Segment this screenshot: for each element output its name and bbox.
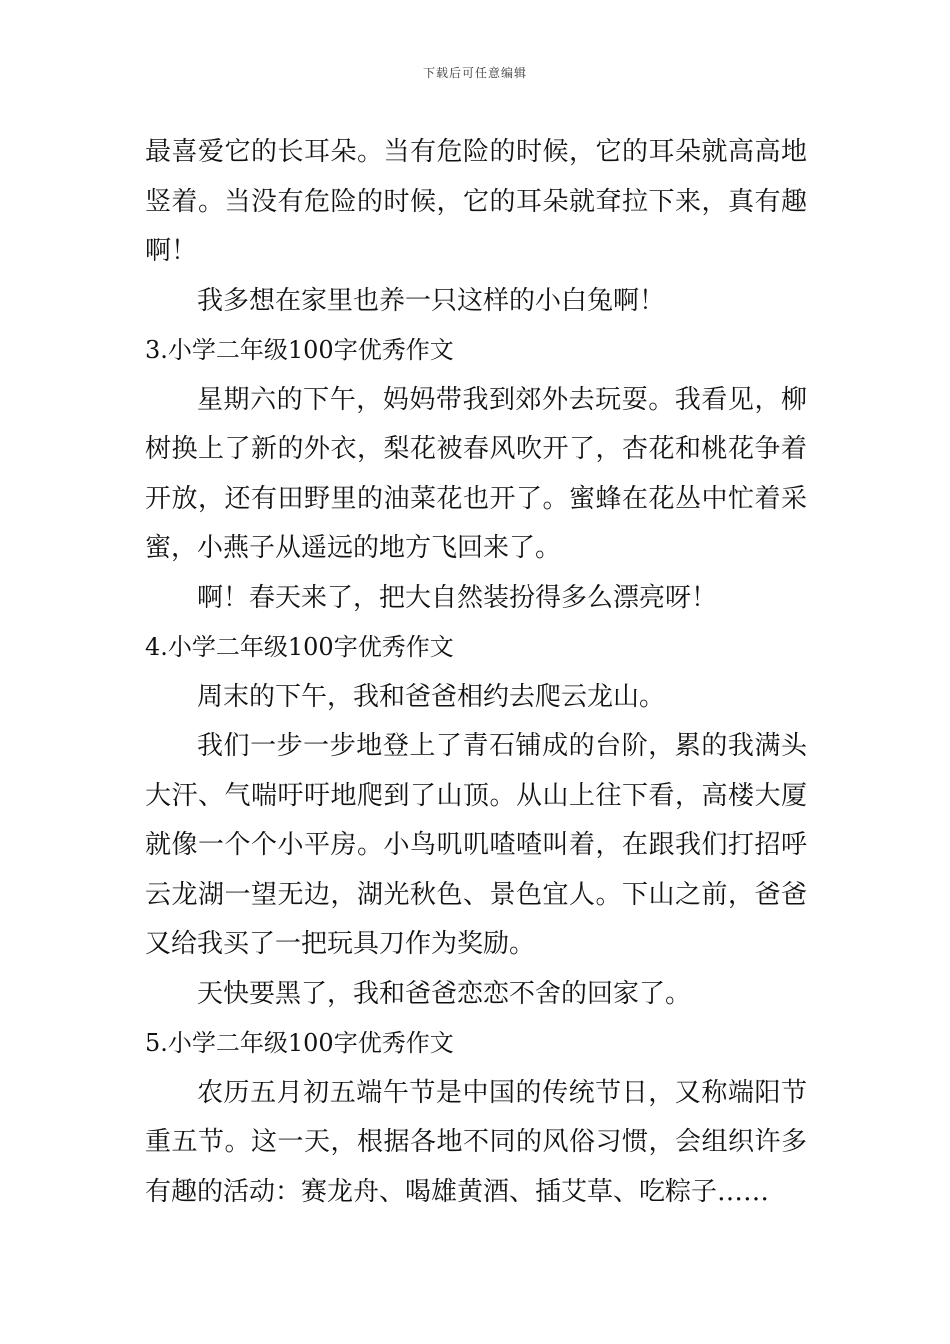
text-line: 啊！春天来了，把大自然装扮得多么漂亮呀！ <box>197 582 718 613</box>
text-line: 啊！ <box>145 236 198 266</box>
text-line: 又给我买了一把玩具刀作为奖励。 <box>145 929 536 959</box>
text-line: 有趣的活动：赛龙舟、喝雄黄酒、插艾草、吃粽子…… <box>145 1176 770 1207</box>
text-line: 我们一步一步地登上了青石铺成的台阶，累的我满头 <box>197 731 807 761</box>
text-line: 树换上了新的外衣，梨花被春风吹开了，杏花和桃花争着 <box>145 434 807 464</box>
text-line: 周末的下午，我和爸爸相约去爬云龙山。 <box>197 681 666 712</box>
text-line: 蜜，小燕子从遥远的地方飞回来了。 <box>145 533 562 563</box>
text-line: 竖着。当没有危险的时候，它的耳朵就耷拉下来，真有趣 <box>145 186 807 217</box>
section-heading: 3.小学二年级100字优秀作文 <box>145 336 454 364</box>
text-line: 重五节。这一天，根据各地不同的风俗习惯，会组织许多 <box>145 1127 807 1157</box>
section-heading: 5.小学二年级100字优秀作文 <box>145 1029 454 1057</box>
text-line: 云龙湖一望无边，湖光秋色、景色宜人。下山之前，爸爸 <box>145 879 807 910</box>
text-line: 就像一个个小平房。小鸟叽叽喳喳叫着，在跟我们打招呼 <box>145 830 807 860</box>
text-line: 农历五月初五端午节是中国的传统节日，又称端阳节 <box>197 1077 807 1108</box>
text-line: 我多想在家里也养一只这样的小白兔啊！ <box>197 285 666 316</box>
document-body <box>145 128 807 1217</box>
text-line: 开放，还有田野里的油菜花也开了。蜜蜂在花丛中忙着采 <box>145 483 807 514</box>
text-line: 大汗、气喘吁吁地爬到了山顶。从山上往下看，高楼大厦 <box>145 780 807 811</box>
text-line: 最喜爱它的长耳朵。当有危险的时候，它的耳朵就高高地 <box>145 137 807 167</box>
section-heading: 4.小学二年级100字优秀作文 <box>145 633 454 661</box>
page-header: 下载后可任意编辑 <box>422 66 527 80</box>
text-line: 天快要黑了，我和爸爸恋恋不舍的回家了。 <box>197 978 692 1009</box>
text-line: 星期六的下午，妈妈带我到郊外去玩耍。我看见，柳 <box>197 384 807 415</box>
